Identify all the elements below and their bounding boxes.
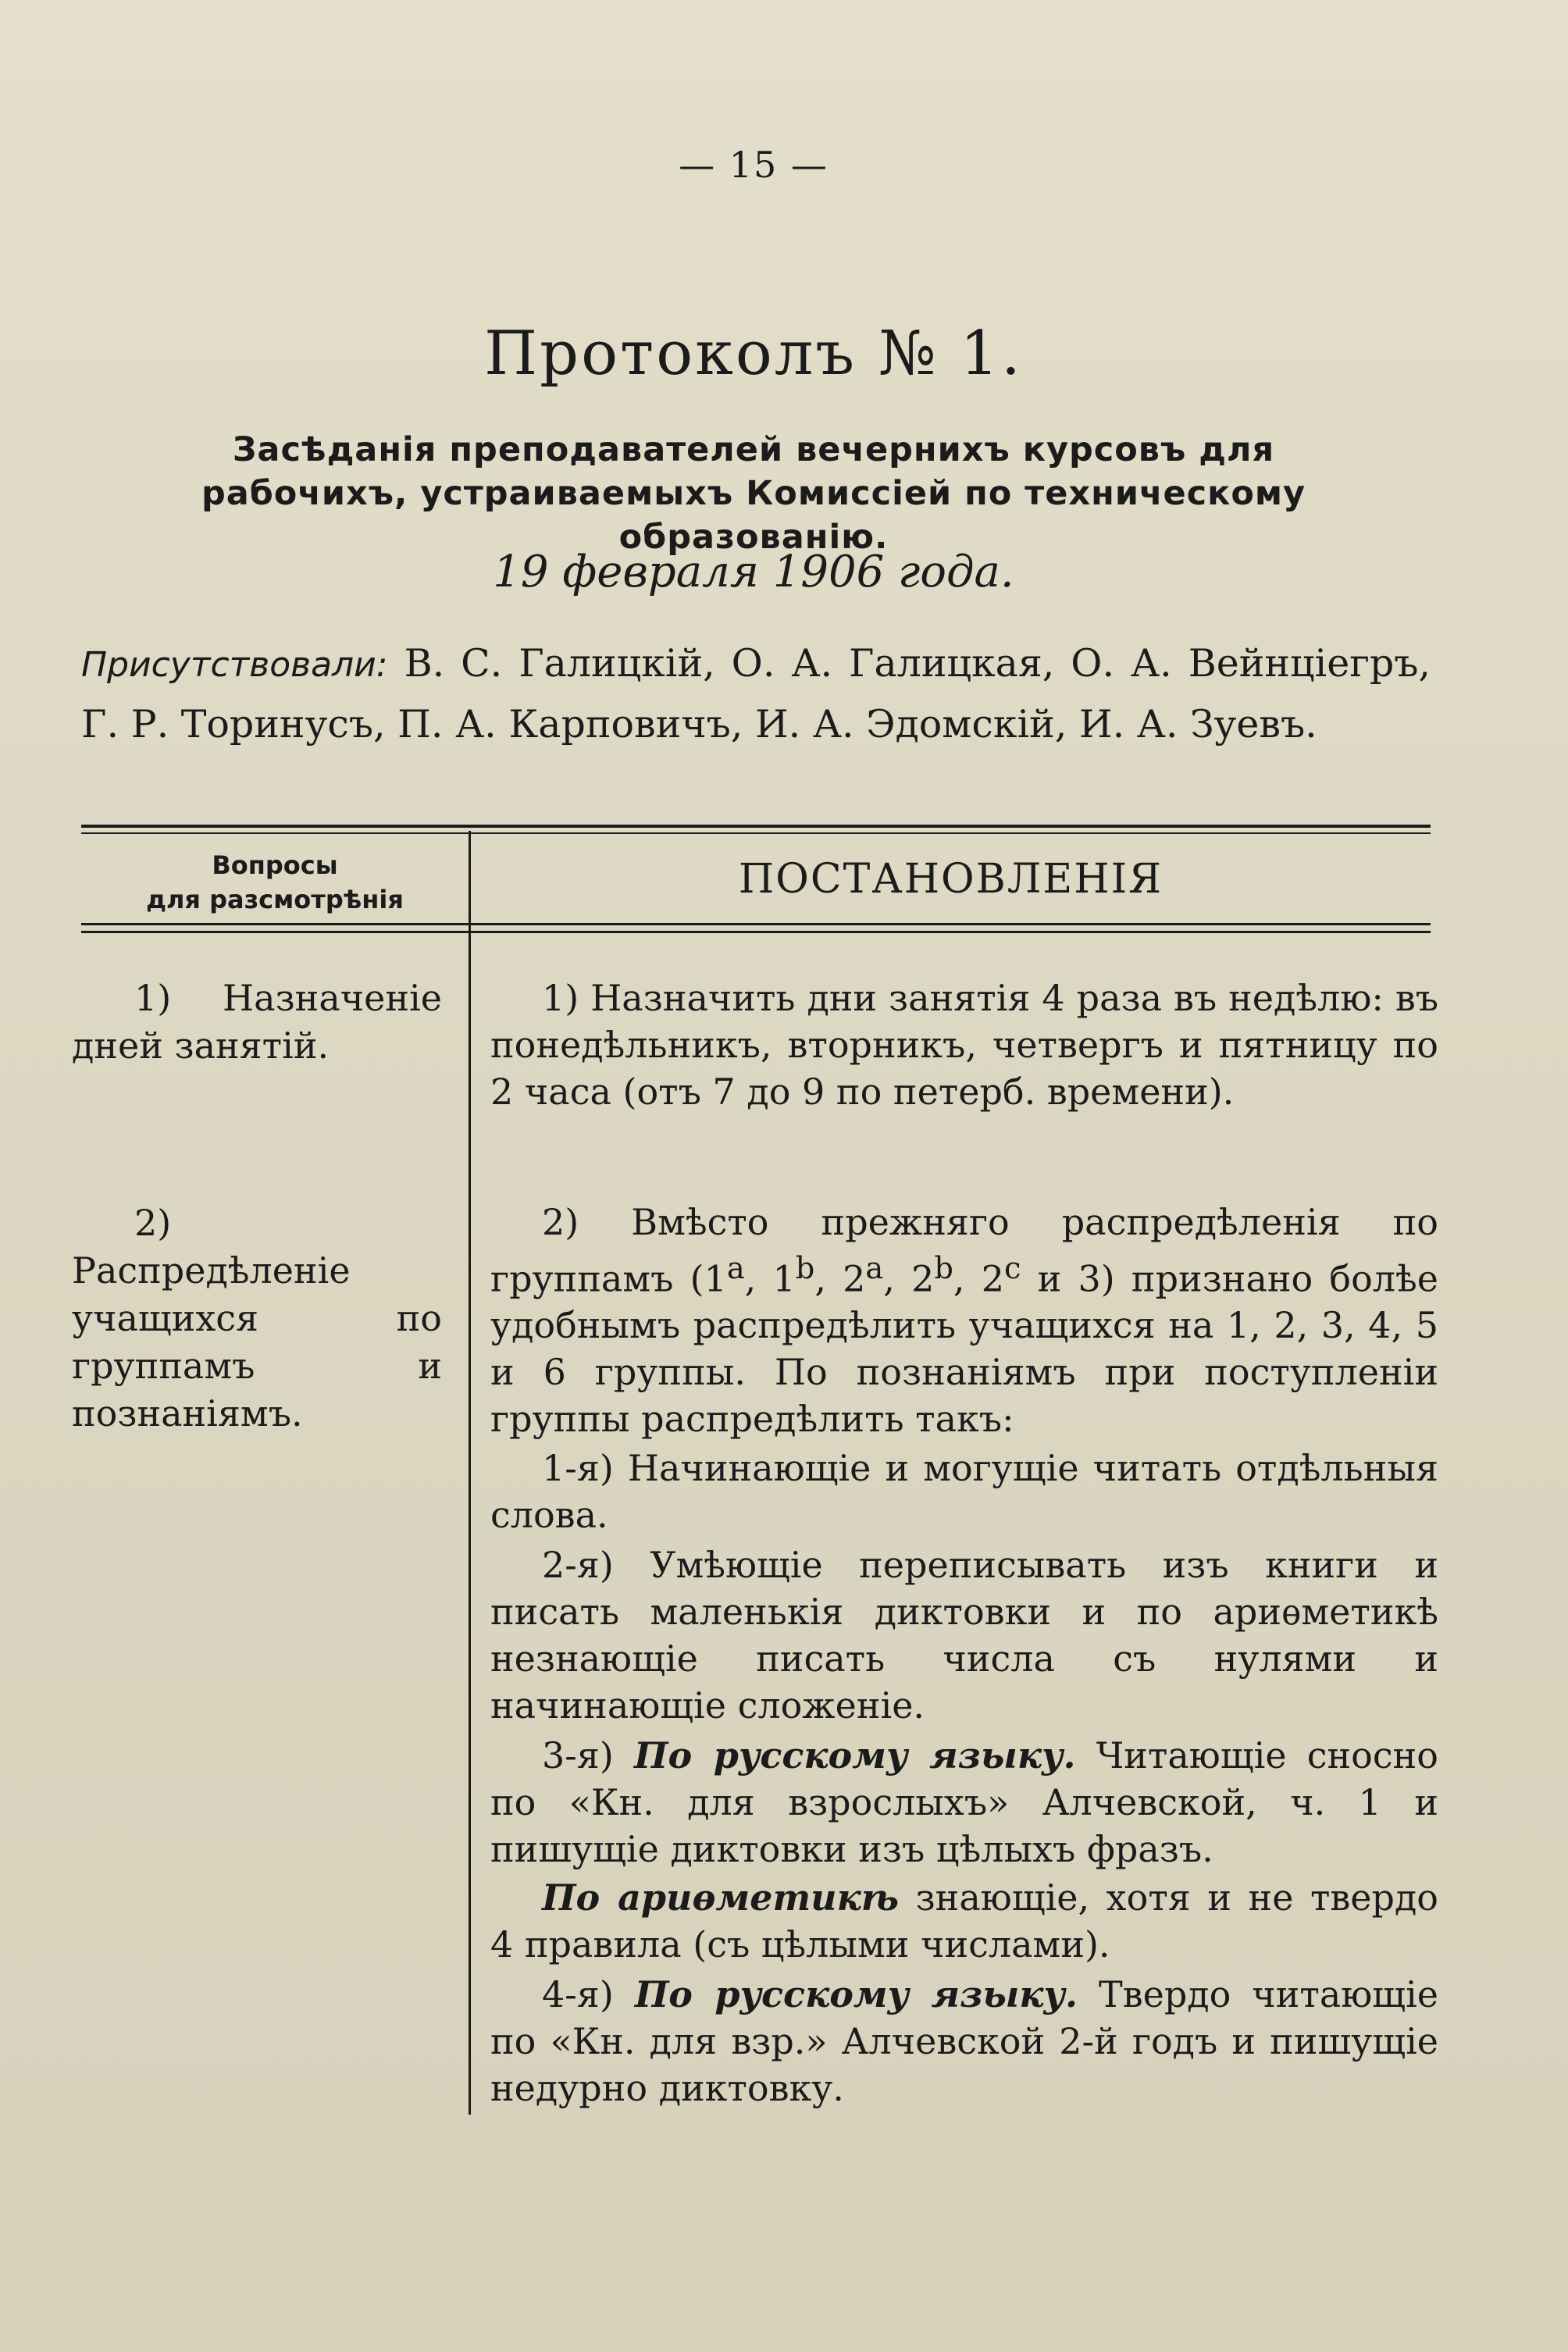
page-number: — 15 — (679, 144, 829, 186)
header-questions-line2: для разсмотрѣнія (146, 885, 404, 914)
table-header-questions (81, 848, 469, 917)
attendees-paragraph (81, 634, 1431, 754)
table-column-divider (469, 831, 471, 2115)
protocol-subtitle: Засѣданія преподавателей вечернихъ курсовъ для рабочихъ, устраиваемыхъ Комиссіей по техническому образованію. (201, 430, 1306, 557)
table-header-rule-2 (81, 931, 1431, 933)
question-1: 1) Назначеніе дней занятій. (72, 977, 442, 1067)
meeting-date: 19 февраля 1906 года. (493, 547, 1014, 597)
resolution-2: 2) Вмѣсто прежняго распредѣленія по группамъ ($1^а$, 1$^b$, $2^а$, 2$^b$, 2$^c$ и 3) признано болѣе удобнымъ распредѣлить учащихся на 1, 2, 3, 4, 5 и 6 группы. По познаніямъ при поступленіи группы распредѣлить такъ: (490, 1201, 1438, 1441)
protocol-title: Протоколъ № 1. (484, 319, 1023, 389)
table-top-rule (81, 825, 1431, 834)
group-4-description: 4-я) По русскому языку. Твердо читающіе по «Кн. для взр.» Алчевской 2-й годъ и пишущіе недурно диктовку. (490, 1973, 1438, 2109)
table-header-resolutions: ПОСТАНОВЛЕНІЯ (738, 856, 1164, 903)
group-2-description: 2-я) Умѣющіе переписывать изъ книги и писать маленькія диктовки и по ариѳметикѣ незнающіе писать числа съ нулями и начинающіе сложеніе. (490, 1544, 1438, 1727)
group-3-description: 3-я) По русскому языку. Читающіе сносно по «Кн. для взрослыхъ» Алчевской, ч. 1 и пишущіе диктовки изъ цѣлыхъ фразъ. (490, 1734, 1438, 1870)
question-2: 2) Распредѣленіе учащихся по группамъ и познаніямъ. (72, 1202, 442, 1434)
group-1-description: 1-я) Начинающіе и могущіе читать отдѣльныя слова. (490, 1447, 1438, 1536)
header-questions-line1: Вопросы (212, 850, 338, 880)
attendees-names: В. С. Галицкій, О. А. Галицкая, О. А. Вейнціегръ, Г. Р. Торинусъ, П. А. Карповичъ, И. А. Эдомскій, И. А. Зуевъ. (81, 641, 1431, 747)
resolution-1: 1) Назначить дни занятія 4 раза въ недѣлю: въ понедѣльникъ, вторникъ, четвергъ и пятницу по 2 часа (отъ 7 до 9 по петерб. времени). (490, 977, 1438, 1113)
group-3-arithmetic: По ариѳметикѣ знающіе, хотя и не твердо 4 правила (съ цѣлыми числами). (490, 1876, 1438, 1965)
attendees-lead: Присутствовали: (81, 645, 388, 685)
table-header-rule (81, 923, 1431, 925)
